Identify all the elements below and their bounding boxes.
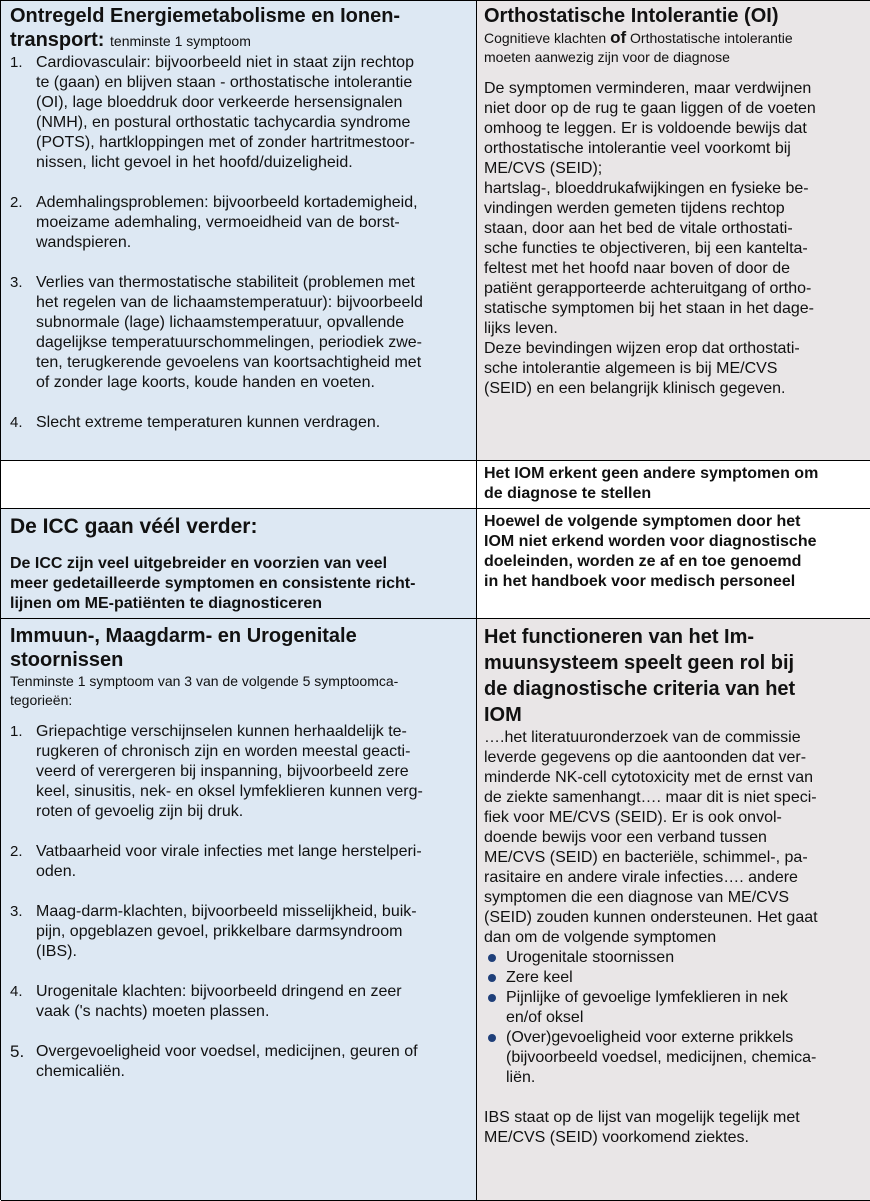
text-line: keel, sinusitis, nek- en oksel lymfeklieren kunnen verg- [36,783,423,800]
text-line: leverde gegevens op die aantoonden dat ver- [484,749,807,766]
text-line: veerd of verergeren bij inspanning, bijvoorbeeld zere [36,763,409,780]
text-line: ….het literatuuronderzoek van de commissie [484,729,801,746]
text-line: dagelijkse temperatuurschommelingen, periodiek zwe- [36,334,422,351]
text-line: Zere keel [506,969,573,986]
empty-cell [1,461,477,509]
iom-statement-cell [477,461,870,509]
bullet-text [506,1028,816,1088]
iom-statement [484,464,862,504]
text-line: vindingen werden gemeten tijdens rechtop [484,200,785,217]
text-line: doende bewijs voor een verband tussen [484,829,767,846]
text-line: Pijnlijke of gevoelige lymfeklieren in nek [506,989,788,1006]
text-line: chemicaliën. [36,1063,125,1080]
energy-symptom-list [10,53,466,433]
text-line: (POTS), hartkloppingen met of zonder hartritmestoor- [36,134,415,151]
list-item [10,982,466,1022]
text-line: of zonder lage koorts, koude handen en voeten. [36,374,375,391]
text-line: Het functioneren van het Im- [484,626,755,648]
item-number: 2. [10,194,23,211]
text-line: (Over)gevoeligheid voor externe prikkels [506,1029,794,1046]
text-line: het regelen van de lichaamstemperatuur): bijvoorbeeld [36,294,423,311]
text-line: liën. [506,1069,536,1086]
text-line: Immuun-, Maagdarm- en Urogenitale [10,625,357,647]
icc-cell [1,509,477,619]
energy-metabolism-cell [1,1,477,461]
item-number: 5. [10,1042,25,1061]
text-line: lijnen om ME-patiënten te diagnosticeren [10,595,323,612]
text-line: dan om de volgende symptomen [484,929,717,946]
immune-cell [1,619,477,1201]
item-number: 3. [10,274,23,291]
item-text [36,722,466,822]
list-item [10,193,466,253]
list-spacer [10,1022,466,1042]
item-text [36,902,466,962]
item-text [36,413,466,433]
list-item [10,273,466,393]
text-line: nissen, licht gevoel in het hoofd/duizeligheid. [36,154,353,171]
ibs-note [484,1108,862,1148]
text-line: (SEID) zouden kunnen ondersteunen. Het gaat [484,909,818,926]
text-line: pijn, opgeblazen gevoel, prikkelbare darmsyndroom [36,923,403,940]
text-line: De ICC zijn veel uitgebreider en voorzien van veel [10,555,388,572]
orthostatic-intolerance-cell [477,1,870,461]
list-item [10,1042,466,1082]
text-line: symptomen die een diagnose van ME/CVS [484,889,790,906]
text-line: tegorieën: [10,692,73,708]
text-line: Hoewel de volgende symptomen door het [484,513,801,530]
orthostatic-body [484,79,862,399]
immune-system-body [484,728,862,948]
bullet-text [506,968,573,988]
text-line: Urogenitale stoornissen [506,949,675,966]
item-number: 4. [10,414,23,431]
list-spacer [10,882,466,902]
bullet-icon [488,954,496,962]
text-line: oden. [36,863,77,880]
iom-note [484,512,862,592]
text-line: Vatbaarheid voor virale infecties met lange herstelperi- [36,843,422,860]
title-line: Ontregeld Energiemetabolisme en Ionen- [10,5,401,27]
text-line: statische symptomen bij het staan in het dage- [484,300,814,317]
text-line: Tenminste 1 symptoom van 3 van de volgende 5 symptoomca- [10,673,399,689]
text-line: omhoog te leggen. Er is voldoende bewijs dat [484,120,807,137]
list-spacer [10,962,466,982]
item-text [36,193,466,253]
item-number: 3. [10,903,23,920]
text-line: en/of oksel [506,1009,584,1026]
text-line: meer gedetailleerde symptomen en consistente richt- [10,575,416,592]
orthostatic-title: Orthostatische Intolerantie (OI) [484,5,779,27]
text-line: Ademhalingsproblemen: bijvoorbeeld kortademigheid, [36,194,418,211]
text-line: ME/CVS (SEID); [484,160,603,177]
text-line: lijks leven. [484,320,558,337]
item-text [36,273,466,393]
note-text: Orthostatische intolerantie [626,30,793,46]
text-line: sche intolerantie algemeen is bij ME/CVS [484,360,778,377]
item-text [36,982,466,1022]
text-line: Cardiovasculair: bijvoorbeeld niet in staat zijn rechtop [36,54,414,71]
text-line: moeizame ademhaling, vermoeidheid van de borst- [36,214,400,231]
text-line: wandspieren. [36,234,132,251]
title-line: transport: [10,29,105,51]
item-number: 4. [10,983,23,1000]
text-line: (NMH), en postural orthostatic tachycardia syndrome [36,114,411,131]
text-line: Deze bevindingen wijzen erop dat orthostati- [484,340,800,357]
symptom-bullet-list [484,948,862,1088]
immune-system-title [484,624,862,728]
list-spacer [10,822,466,842]
text-line: IOM [484,704,522,726]
list-item [10,413,466,433]
list-spacer [10,253,466,273]
list-item [10,53,466,173]
text-line: de ziekte samenhangt…. maar dit is niet speci- [484,789,817,806]
text-line: Overgevoeligheid voor voedsel, medicijnen, geuren of [36,1043,418,1060]
text-line: de diagnose te stellen [484,485,652,502]
bullet-item [484,1028,862,1088]
text-line: Verlies van thermostatische stabiliteit (problemen met [36,274,415,291]
energy-metabolism-title [10,4,466,53]
text-line: (SEID) en een belangrijk klinisch gegeven. [484,380,786,397]
bullet-icon [488,974,496,982]
list-item [10,902,466,962]
text-line: minderde NK-cell cytotoxicity met de ernst van [484,769,814,786]
list-spacer [10,393,466,413]
text-line: Slecht extreme temperaturen kunnen verdragen. [36,414,381,431]
text-line: rasitaire en andere virale infecties…. andere [484,869,798,886]
text-line: (OI), lage bloeddruk door verkeerde hersensignalen [36,94,403,111]
text-line: te (gaan) en blijven staan - orthostatische intolerantie [36,74,413,91]
text-line: fiek voor ME/CVS (SEID). Er is ook onvol- [484,809,782,826]
text-line: stoornissen [10,649,124,671]
bullet-item [484,968,862,988]
icc-title: De ICC gaan véél verder: [10,515,258,538]
item-text [36,842,466,882]
immune-system-cell [477,619,870,1201]
list-item [10,722,466,822]
note-of: of [610,28,627,47]
bullet-text [506,948,674,968]
text-line: vaak ('s nachts) moeten plassen. [36,1003,270,1020]
text-line: roten of gevoelig zijn bij druk. [36,803,244,820]
text-line: IOM niet erkend worden voor diagnostische [484,533,817,550]
note-text: Cognitieve klachten [484,30,611,46]
text-line: in het handboek voor medisch personeel [484,573,796,590]
iom-note-cell [477,509,870,619]
bullet-icon [488,994,496,1002]
text-line: staan, door aan het bed de vitale orthostati- [484,220,793,237]
bullet-item [484,988,862,1028]
text-line: muunsysteem speelt geen rol bij [484,652,795,674]
item-text [36,1042,466,1082]
text-line: subnormale (lage) lichaamstemperatuur, opvallende [36,314,405,331]
text-line: (IBS). [36,943,77,960]
text-line: Het IOM erkent geen andere symptomen om [484,465,819,482]
text-line: De symptomen verminderen, maar verdwijnen [484,80,812,97]
list-item [10,842,466,882]
text-line: Urogenitale klachten: bijvoorbeeld dringend en zeer [36,983,402,1000]
text-line: ME/CVS (SEID) voorkomend ziektes. [484,1129,749,1146]
text-line: patiënt gerapporteerde achteruitgang of ortho- [484,280,812,297]
title-note: tenminste 1 symptoom [110,33,251,49]
text-line: de diagnostische criteria van het [484,678,796,700]
text-line: ME/CVS (SEID) en bacteriële, schimmel-, pa- [484,849,808,866]
text-line: IBS staat op de lijst van mogelijk tegelijk met [484,1109,800,1126]
text-line: hartslag-, bloeddrukafwijkingen en fysieke be- [484,180,809,197]
bullet-item [484,948,862,968]
text-line: rugkeren of chronisch zijn en worden meestal geacti- [36,743,411,760]
text-line: Griepachtige verschijnselen kunnen herhaaldelijk te- [36,723,407,740]
text-line: (bijvoorbeeld voedsel, medicijnen, chemica- [506,1049,817,1066]
bullet-text [506,988,788,1028]
text-line: orthostatische intolerantie veel voorkomt bij [484,140,791,157]
text-line: feltest met het hoofd naar boven of door de [484,260,790,277]
text-line: niet door op de rug te gaan liggen of de voeten [484,100,816,117]
note-text: moeten aanwezig zijn voor de diagnose [484,49,730,65]
bullet-icon [488,1034,496,1042]
immune-note [10,672,466,710]
immune-title [10,624,466,672]
item-number: 1. [10,54,23,71]
text-line: ten, terugkerende gevoelens van koortsachtigheid met [36,354,422,371]
item-number: 2. [10,843,23,860]
list-spacer [10,173,466,193]
text-line: Maag-darm-klachten, bijvoorbeeld misselijkheid, buik- [36,903,417,920]
item-number: 1. [10,723,23,740]
text-line: doeleinden, worden ze af en toe genoemd [484,553,802,570]
icc-body [10,554,466,614]
item-text [36,53,466,173]
immune-symptom-list [10,722,466,1082]
text-line: sche functies te objectiveren, bij een kantelta- [484,240,808,257]
orthostatic-note [484,28,862,67]
